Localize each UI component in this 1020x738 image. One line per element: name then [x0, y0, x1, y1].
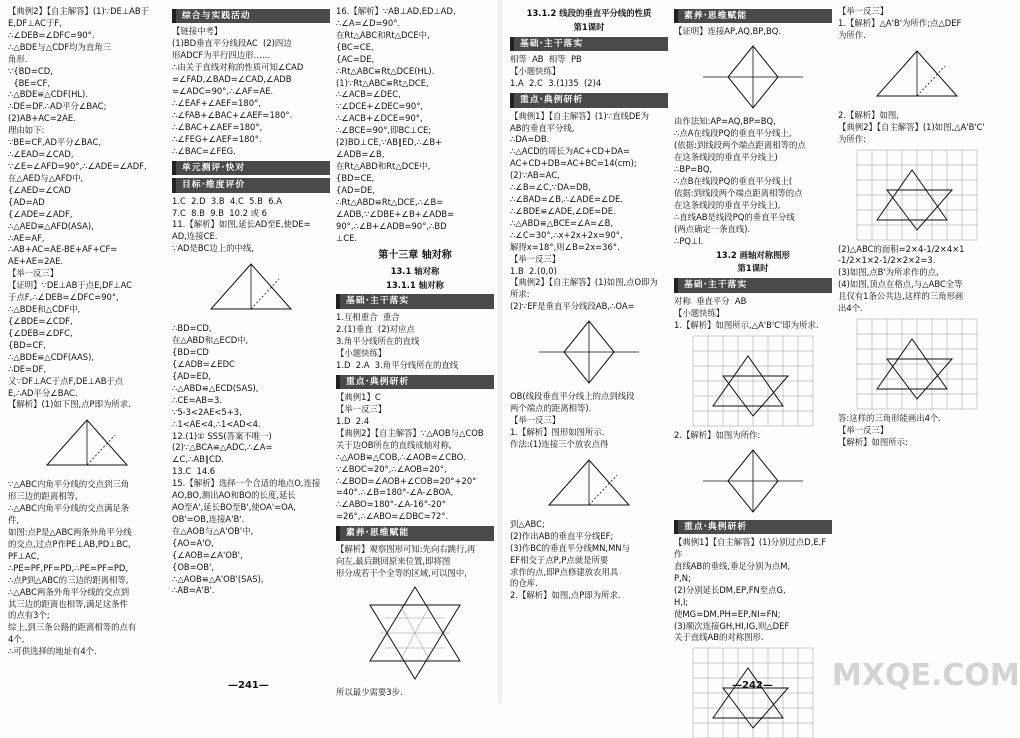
- text-line: ∵∠DCE+∠DEC=90°,: [336, 101, 424, 112]
- section-title: 13.1.2 线段的垂直平分线的性质: [526, 8, 652, 18]
- text-line: 其三边的距离也相等,满足这条件: [8, 598, 128, 609]
- text-line: 理由如下:: [8, 125, 45, 136]
- left-page: [0, 0, 498, 703]
- text-line: {BC=CE,: [336, 41, 374, 52]
- text-line: ∵BE=CF,AD平分∠BAC,: [8, 137, 101, 148]
- geometry-figure: [857, 46, 977, 106]
- section-banner: 基础·主干落实: [336, 294, 494, 308]
- text-line: 在这条线段的垂直平分线上),: [674, 199, 781, 210]
- text-line: {∠DEB=∠DFC,: [8, 327, 73, 338]
- text-line: 1.B 2.(0,0): [510, 265, 557, 276]
- text-line: AO,BO,测出AO和BO的长度,延长: [172, 490, 296, 501]
- text-line: E,∴AD平分∠BAC.: [8, 387, 78, 398]
- text-line: ∴∠EAF+∠AEF=180°,: [172, 98, 261, 109]
- text-line: 在△AOB与△A'OB'中,: [172, 525, 254, 536]
- text-line: ∴△BDE≌△CDF(HL).: [8, 89, 88, 100]
- text-line: 【举一反三】: [838, 424, 889, 435]
- text-line: 【小题快练】: [510, 66, 561, 77]
- text-line: 【链接中考】: [172, 26, 223, 37]
- text-line: EF相交于点P,P点就是所要: [510, 554, 609, 565]
- text-line: ∠ADB,∵∠DBE+∠B+∠ADB=: [336, 208, 455, 219]
- text-line: 【典例1】【自主解答】(1)∵直线DE为: [510, 110, 649, 121]
- text-line: ∴CE=AB=3.: [172, 394, 222, 405]
- text-line: ∴△BDE与△CDF均为直角三: [8, 41, 112, 52]
- text-line: ∴∠ACB+∠DCE=90°,: [336, 113, 423, 124]
- text-line: ∴DE=DF.∴AD平分∠BAC;: [8, 101, 107, 112]
- text-line: -1/2×1×2-1/2×2×2=3.: [838, 255, 936, 266]
- chapter-title: 第十三章 轴对称: [378, 250, 452, 262]
- right-page: [502, 0, 1020, 703]
- text-line: 【典例2】【自主解答】(1)如图,点O即为: [510, 277, 658, 288]
- geometry-figure: [27, 415, 147, 475]
- text-line: 在△ABD和△ECD中,: [172, 335, 249, 346]
- text-line: 15.【解析】选择一个合适的地点O,连接: [172, 478, 321, 489]
- text-line: (2)∵△BCA≌△ADC,∴∠A=: [172, 442, 273, 453]
- text-line: 【典例2】【自主解答】(1)如图,△A'B'C': [838, 121, 985, 132]
- text-line: ∴PE=PF,PF=PD,∴PE=PF=PD,: [8, 562, 128, 573]
- text-line: 【证明】∵DE⊥AB于点E,DF⊥AC: [8, 280, 133, 291]
- text-line: ∴DE=DF,: [8, 363, 47, 374]
- text-line: (2)分别延长DM,EP,FN至点G,: [674, 584, 786, 595]
- text-line: 1.D 2.A 3.角平分线所在的直线: [336, 359, 459, 370]
- text-line: 【典例2】【自主解答】(1)∵DE⊥AB于: [8, 6, 149, 16]
- text-line: 关于直线AB的对称图形.: [674, 632, 764, 643]
- text-line: ∴∠ACB=∠DEC,: [336, 89, 401, 100]
- section-title: 13.1.1 轴对称: [386, 279, 444, 290]
- text-line: 作法:(1)连接三个放农点得: [510, 438, 609, 449]
- text-line: AC+CD+DB=AC+BC=14(cm);: [510, 158, 637, 169]
- text-line: 使MG=DM,PH=EP,NI=FN;: [674, 608, 781, 619]
- text-line: 1.A 2.C 3.(1)35 (2)4: [510, 78, 602, 89]
- section-title: 第1课时: [573, 21, 605, 32]
- grid-figure: [693, 648, 813, 738]
- section-banner: 重点·典例研析: [674, 520, 832, 534]
- text-line: 2.【解析】如图,: [838, 109, 899, 120]
- text-line: {BD=CD: [172, 347, 209, 358]
- text-line: (3)作BC的垂直平分线MN,MN与: [510, 542, 630, 553]
- text-line: 且仅有1条公共边,这样的三角形画: [838, 291, 964, 302]
- text-line: =∠ADC=90°,∴∠AF=AE.: [172, 86, 274, 97]
- text-line: ∴Rt△ABC≌Rt△DCE(HL).: [336, 65, 435, 76]
- text-line: ∴∠B=∠C,∵DA=DB,: [510, 182, 591, 193]
- text-line: 如图:点P是△ABC两条外角平分线: [8, 527, 132, 538]
- text-line: {OB=OB',: [172, 561, 214, 572]
- text-line: 2.【解析】如图,点P即为所求.: [510, 590, 621, 601]
- geometry-figure: [191, 259, 311, 319]
- text-line: 【解析】如图所示:: [838, 436, 908, 447]
- text-line: 为所作:: [838, 133, 866, 144]
- text-line: 在Rt△ABC和Rt△DCE中,: [336, 29, 430, 40]
- text-line: 1.【解析】△A'B'为所作;点△DEF: [838, 17, 962, 28]
- section-banner: 基础·主干落实: [674, 278, 832, 292]
- grid-figure: [857, 150, 977, 240]
- text-line: 2.(1)垂直 (2)对应点: [336, 323, 415, 334]
- text-line: 【举一反三】: [8, 268, 59, 279]
- section-banner: 目标·维度评价: [172, 178, 330, 192]
- text-line: 的仓库.: [510, 578, 538, 589]
- section-title: 13.1 轴对称: [390, 265, 440, 276]
- text-line: ∴∠A=∠D=90°.: [336, 17, 401, 28]
- text-line: {AD=AD: [8, 196, 45, 207]
- text-line: 所求:: [510, 289, 530, 300]
- right-column-2: [674, 6, 832, 661]
- text-line: 的交点,过点P作PE⊥AB,PD⊥BC,: [8, 538, 131, 549]
- text-line: {AD=DE,: [336, 184, 375, 195]
- text-line: ∵AD是BC边上的中线,: [172, 243, 254, 254]
- text-line: PF⊥AC,: [8, 550, 40, 561]
- text-line: 形分成若干个全等的区域,可以图中,: [336, 567, 467, 578]
- geometry-figure: [529, 455, 649, 515]
- section-banner: 单元测评·快对: [172, 161, 330, 175]
- text-line: 4个,: [8, 634, 25, 645]
- text-line: 【证明】连接AP,AQ,BP,BQ.: [674, 26, 781, 37]
- text-line: {AO=A'O,: [172, 537, 214, 548]
- text-line: ∴AB+AC=AE-BE+AF+CF=: [8, 244, 118, 255]
- text-line: ∴BD=CD,: [172, 323, 212, 334]
- text-line: ∴∠FEG+∠AEF=180°.: [172, 133, 262, 144]
- text-line: 于点F,∴∠DEB=∠DFC=90°,: [8, 292, 119, 303]
- text-line: 的点有3个;: [8, 610, 50, 621]
- text-line: AE+AE=2AE.: [8, 256, 64, 267]
- text-line: 12.(1)① SSS(答案不唯一): [172, 430, 272, 441]
- text-line: ∴AE=AF,: [8, 232, 45, 243]
- grid-figure: [693, 336, 813, 426]
- text-line: ∴∠ABO=180°-∠A-16°-20°: [336, 499, 446, 510]
- text-line: ∴Rt△ABD≌Rt△DCE,∴∠B=: [336, 196, 444, 207]
- text-line: 【解析】(1)如下图,点P即为所求.: [8, 399, 131, 410]
- text-line: 相等 AB 相等 PB: [510, 54, 582, 65]
- text-line: ∵{BD=CD,: [8, 65, 53, 76]
- text-line: 综上,到三条公路的距离相等的点有: [8, 622, 137, 633]
- text-line: 【小题快练】: [674, 307, 725, 318]
- text-line: ∴BP=BQ,: [674, 164, 713, 175]
- text-line: ∴∠DEB=∠DFC=90°.: [8, 29, 95, 40]
- text-line: {∠ADB=∠EDC: [172, 358, 235, 369]
- section-title: 13.2 画轴对称图形: [716, 249, 790, 260]
- text-line: 3.角平分线所在的直线: [336, 335, 420, 346]
- text-line: ∴1<AE<4,∴1<AD<4.: [172, 418, 261, 429]
- text-line: 解得x=18°,则∠B=2x=36°.: [510, 241, 620, 252]
- text-line: AD,连接CE.: [172, 231, 218, 242]
- section-banner: 素养·思维赋能: [336, 526, 494, 540]
- text-line: ∴△BDE和△CDF中,: [8, 304, 81, 315]
- text-line: 【举一反三】: [510, 253, 561, 264]
- text-line: (2)∵AB=AC,: [510, 170, 560, 181]
- text-line: ∵5-3<2AE<5+3,: [172, 406, 242, 417]
- section-banner: 素养·思维赋能: [674, 9, 832, 23]
- text-line: (2)△ABC的面积=2×4-1/2×4×1: [838, 243, 965, 254]
- text-line: ∴可供选择的地址有4个.: [8, 646, 97, 657]
- text-line: 对称 垂直平分 AB: [674, 295, 747, 306]
- text-line: ∴∠EAD=∠CAD,: [8, 149, 74, 160]
- text-line: {AD=ED,: [172, 370, 211, 381]
- text-line: (4)如图,顶点在格点,与△ABC全等: [838, 279, 963, 290]
- text-line: ∠ADB=∠B,: [336, 149, 385, 160]
- text-line: (3)顺次连接GH,HI,IG,则△DEF: [674, 620, 790, 631]
- text-line: 1.【解析】如图所示,△A'B'C'即为所求.: [674, 319, 819, 330]
- text-line: 两个端点的距离相等).: [510, 403, 592, 414]
- section-banner: 重点·典例研析: [336, 375, 494, 389]
- text-line: ∴∠C=30°,∴x+2x+2x=90°,: [510, 229, 623, 240]
- text-line: ∴DA=DB.: [510, 134, 550, 145]
- text-line: ∴∠BAC=∠FEG.: [172, 145, 236, 156]
- text-line: {∠ADE=∠ADF,: [8, 208, 73, 219]
- text-line: 件,: [8, 515, 20, 526]
- left-column-1: [8, 6, 166, 661]
- text-line: AO至A',延长BO至B',使OA'=OA,: [172, 502, 296, 513]
- text-line: E,DF⊥AC于F,: [8, 17, 62, 28]
- text-line: {∠AED=∠CAD: [8, 184, 71, 195]
- text-line: 【举一反三】: [336, 403, 387, 414]
- text-line: 由作法知:AP=AQ,BP=BQ,: [674, 116, 776, 127]
- text-line: ∴△AOB≌△COB,∴∠AOB=∠CBO.: [336, 451, 466, 462]
- text-line: ∴点B在线段PQ的垂直平分线上(: [674, 176, 793, 187]
- left-column-3: [336, 6, 494, 698]
- text-line: 向左,最后跳回原来位置,即将图: [336, 555, 451, 566]
- text-line: 16.【解析】∵AB⊥AD,ED⊥AD,: [336, 6, 456, 16]
- text-line: =26°,∴∠ABO=∠DBC=72°.: [336, 511, 449, 522]
- text-line: 11.【解析】如图,延长AD至E,使DE=: [172, 219, 311, 230]
- text-line: 1.【解析】图形如图所示.: [510, 427, 605, 438]
- text-line: (两点确定一条直线).: [674, 223, 751, 234]
- text-line: 【举一反三】: [510, 415, 561, 426]
- text-line: {BD=CF,: [8, 339, 46, 350]
- text-line: {BE=CF,: [8, 77, 51, 88]
- page-number-241: —241—: [228, 679, 269, 691]
- text-line: 1.D 2.4: [336, 415, 370, 426]
- page-number-242: —242—: [732, 679, 773, 691]
- kite-figure: [534, 317, 644, 387]
- section-title: 第1课时: [737, 263, 769, 274]
- text-line: ∴AB=A'B'.: [172, 585, 215, 596]
- text-line: 形三边的距离相等,: [8, 491, 78, 502]
- right-column-3: [838, 6, 996, 661]
- text-line: ⊥CE.: [336, 232, 358, 243]
- text-line: ∴∠BDE≌∠ADE,∠DE=DE.: [510, 205, 616, 216]
- text-line: 求作的点,即P点修建放农用具: [510, 566, 619, 577]
- text-line: 依据:到线段两个端点距离相等的点: [674, 187, 803, 198]
- text-line: ∴△ABC内角平分线的交点满足条: [8, 503, 130, 514]
- text-line: ∴△ABD≌△ECD(SAS),: [172, 382, 259, 393]
- grid-figure: [857, 319, 977, 409]
- text-line: (1)BD垂直平分线段AC (2)四边: [172, 38, 292, 49]
- text-line: ∴△BDE≌△CDF(AAS),: [8, 351, 95, 362]
- text-line: ∴∠BCE=90°,即BC⊥CE;: [336, 125, 432, 136]
- text-line: ∠C,∴AB∥CD.: [172, 454, 224, 465]
- text-line: ∴由关于直线对称的性质可知∠CAD: [172, 62, 304, 73]
- text-line: 出4个.: [838, 303, 863, 314]
- text-line: =40°.∴∠B=180°-∠A-∠BOA,: [336, 487, 454, 498]
- text-line: P,N;: [674, 572, 691, 583]
- text-line: 【解析】观察图形可知:先向右跳行,再: [336, 543, 476, 554]
- star-grid-figure: [360, 583, 470, 683]
- text-line: 7.C 8.B 9.B 10.2 或 6: [172, 207, 267, 218]
- text-line: 直线AB的垂线,垂足分别为点M,: [674, 560, 791, 571]
- text-line: 【典例2】【自主解答】∵△AOB与△COB: [336, 427, 484, 438]
- text-line: 到△ABC;: [510, 518, 545, 529]
- text-line: {BD=CE,: [336, 172, 375, 183]
- text-line: OB'=OB,连接A'B'.: [172, 513, 245, 524]
- text-line: 2.【解析】如图为所作:: [674, 429, 761, 440]
- watermark-text: MXQE.COM: [832, 658, 1020, 693]
- text-line: 1.互相重合 重合: [336, 311, 400, 322]
- text-line: 13.C 14.6: [172, 466, 216, 477]
- text-line: 答:这样的三角形能画出4个.: [838, 413, 941, 424]
- text-line: 1.C 2.D 3.B 4.C 5.B 6.A: [172, 195, 282, 206]
- text-line: 在△AED与△AFD中,: [8, 172, 84, 183]
- text-line: (依据:到线段两个端点距离相等的点: [674, 140, 806, 151]
- text-line: H,I;: [674, 596, 689, 607]
- text-line: (3)如图,点B'为所求作的点,: [838, 267, 939, 278]
- text-line: =∠FAD,∠BAD=∠CAD,∠ADB: [172, 74, 292, 85]
- text-line: 形ADCF为平行四边形……: [172, 50, 271, 61]
- text-line: AB的垂直平分线,: [510, 122, 575, 133]
- text-line: 【举一反三】: [838, 6, 889, 16]
- kite-figure: [698, 446, 808, 516]
- section-banner: 重点·典例研析: [510, 93, 668, 107]
- text-line: 角形.: [8, 53, 28, 64]
- text-line: ∴△AED≌△AFD(ASA),: [8, 220, 94, 231]
- text-line: ∴△ABC两条外角平分线的交点到: [8, 586, 130, 597]
- kite-figure: [698, 42, 808, 112]
- text-line: (2)∵EF是垂直平分线段AB,∴OA=: [510, 301, 635, 312]
- text-line: 关于边OB所在的直线成轴对称,: [336, 439, 452, 450]
- text-line: 【典例1】C: [336, 392, 381, 403]
- text-line: (2)BD⊥CE,∵AB∥ED,∴∠B+: [336, 137, 443, 148]
- text-line: 在这条线段的垂直平分线上): [674, 152, 778, 163]
- text-line: 为所作.: [838, 29, 866, 40]
- text-line: (1)∵Rt△ABC≌Rt△DCE,: [336, 77, 429, 88]
- text-line: 又∵DF⊥AC于点F,DE⊥AB于点: [8, 375, 124, 386]
- text-line: {∠BDE=∠CDF,: [8, 315, 73, 326]
- text-line: {AC=DE,: [336, 53, 375, 64]
- text-line: ∴∠BOD=∠AOB+∠COB=20°+20°: [336, 475, 477, 486]
- text-line: ∵△ABC内角平分线的交点到三角: [8, 479, 130, 490]
- text-line: ∴△ACD的周长为AC+CD+DA=: [510, 146, 630, 157]
- section-banner: 基础·主干落实: [510, 37, 668, 51]
- text-line: (2)AB+AC=2AE.: [8, 113, 76, 124]
- text-line: 在Rt△ABD和Rt△DCE中,: [336, 160, 431, 171]
- text-line: ∴点A在线段PQ的垂直平分线上,: [674, 128, 792, 139]
- text-line: ∴△ABD≌△BCE=∠A=∠B,: [510, 217, 614, 228]
- text-line: ∴∠BAD=∠B,∴∠ADE=∠DE.: [510, 194, 623, 205]
- left-column-2: [172, 6, 330, 661]
- text-line: 所以最少需要3步.: [336, 687, 403, 698]
- text-line: 【小题快练】: [336, 347, 387, 358]
- section-banner: 综合与实践活动: [172, 9, 330, 23]
- text-line: (2)作出AB的垂直平分线EF;: [510, 530, 614, 541]
- text-line: ∴∠BAC+∠AEF=180°,: [172, 121, 263, 132]
- text-line: ∴直线AB是线段PQ的垂直平分线: [674, 211, 795, 222]
- text-line: ∴△AOB≌△A'OB'(SAS),: [172, 573, 264, 584]
- text-line: ∴PQ⊥l.: [674, 235, 704, 246]
- text-line: ∵∠BOC=20°,∴∠AOB=20°,: [336, 463, 447, 474]
- text-line: OB(线段垂直平分线上的点到线段: [510, 391, 635, 402]
- text-line: {∠AOB=∠A'OB',: [172, 549, 243, 560]
- right-column-1: [510, 6, 668, 661]
- text-line: 【典例1】【自主解答】(1)分别过点D,E,F作: [674, 537, 827, 559]
- text-line: ∴点P到△ABC的三边的距离相等,: [8, 574, 129, 585]
- text-line: ∴∠FAB+∠BAC+∠AEF=180°.: [172, 109, 293, 120]
- text-line: ∵∠E=∠AFD=90°,∴∠ADE=∠ADF,: [8, 160, 147, 171]
- text-line: 90°,∴∠B+∠ADB=90°,∴BD: [336, 220, 447, 231]
